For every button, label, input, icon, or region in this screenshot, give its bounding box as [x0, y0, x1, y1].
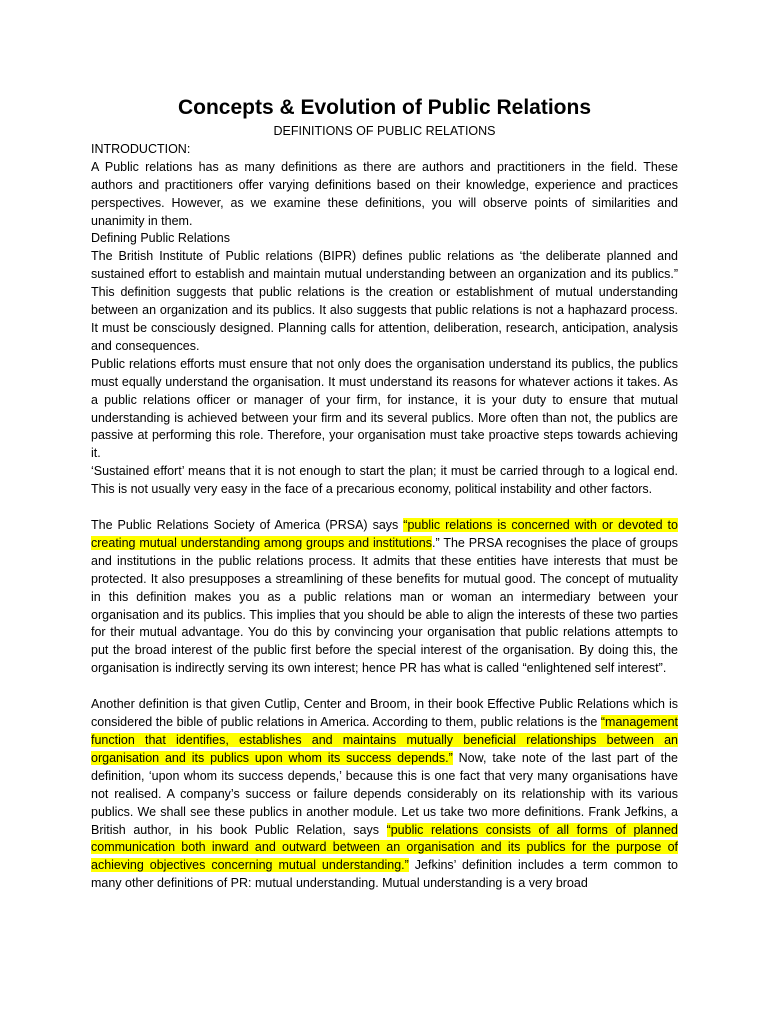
sustained-paragraph: ‘Sustained effort’ means that it is not enough to start the plan; it must be carried through to a logical end. This is not usually very easy in the face of a precarious economy, political instability and other factors. — [91, 464, 678, 497]
defining-heading: Defining Public Relations — [91, 231, 230, 246]
jefkins-highlighted-quote: “public relations consists of all forms of planned communication both inward and outward between an organisation and its publics for the purpose of achieving objectives concerning mutual understanding.” — [91, 822, 678, 873]
prsa-highlighted-quote: “public relations is concerned with or devoted to creating mutual understanding among groups and institutions — [91, 518, 678, 550]
bipr-paragraph: The British Institute of Public relations (BIPR) defines public relations as ‘the deliberate planned and sustained effort to establish and maintain mutual understanding between an organization and its publics.” This definition suggests that public relations is the creation or establishment of mutual understanding between an organization and its publics. It also suggests that public relations is not a haphazard process. It must be consciously designed. Planning calls for attention, deliberation, research, anticipation, analysis and consequences. — [91, 249, 678, 353]
efforts-paragraph: Public relations efforts must ensure that not only does the organisation understand its publics, the publics must equally understand the organisation. It must understand its reasons for whatever actions it takes. As a public relations officer or manager of your firm, for instance, it is your duty to ensure that mutual understanding is achieved between your firm and its several publics. More often than not, the publics are passive at performing this role. Therefore, your organisation must take proactive steps towards achieving it. — [91, 356, 678, 461]
cutlip-text-before: Another definition is that given Cutlip, Center and Broom, in their book Effective Public Relations which is considered the bible of public relations in America. According to them, public relations is the — [91, 697, 678, 730]
cutlip-highlighted-quote: “management function that identifies, establishes and maintains mutually beneficial relationships between an organisation and its publics upon whom its success depends.” — [91, 715, 678, 765]
document-body — [91, 95, 678, 893]
cutlip-text-middle: Now, take note of the last part of the definition, ‘upon whom its success depends,’ because this is one fact that very many organisations have not realised. A company’s success or failure depends considerably on its relationship with its various publics. We shall see these publics in another module. Let us take two more definitions. Frank Jefkins, a British author, in his book Public Relation, says — [91, 750, 678, 837]
intro-heading: INTRODUCTION: — [91, 141, 191, 156]
prsa-text-before: The Public Relations Society of America (PRSA) says — [91, 518, 404, 533]
paragraph-gap — [91, 678, 678, 696]
cutlip-paragraph — [91, 696, 678, 893]
page-title: Concepts & Evolution of Public Relations — [177, 96, 592, 119]
intro-paragraph: A Public relations has as many definitions as there are authors and practitioners in the field. These authors and practitioners offer varying definitions based on their knowledge, experience and practices perspectives. However, as we examine these definitions, you will observe points of similarities and unanimity in them. — [91, 159, 678, 228]
page-subtitle: DEFINITIONS OF PUBLIC RELATIONS — [273, 124, 496, 138]
paragraph-gap — [91, 499, 678, 517]
prsa-text-after: .” The PRSA recognises the place of groups and institutions in the public relations process. It admits that these entities have interests that must be protected. It also presupposes a streamlining of these benefits for mutual good. The concept of mutuality in this definition makes you as a public relations man or woman an intermediary between your organisation and its publics. This implies that you should be able to align the interests of these two parties for their mutual advantage. You do this by convincing your organisation that public relations attempts to put the broad interest of the public first before the special interest of the organisation. By doing this, the organisation is indirectly serving its own interest; hence PR has what is called “enlightened self interest”. — [91, 535, 678, 676]
cutlip-text-after: Jefkins’ definition includes a term common to many other definitions of PR: mutual understanding. Mutual understanding is a very broad — [91, 858, 679, 891]
prsa-paragraph — [91, 517, 678, 678]
